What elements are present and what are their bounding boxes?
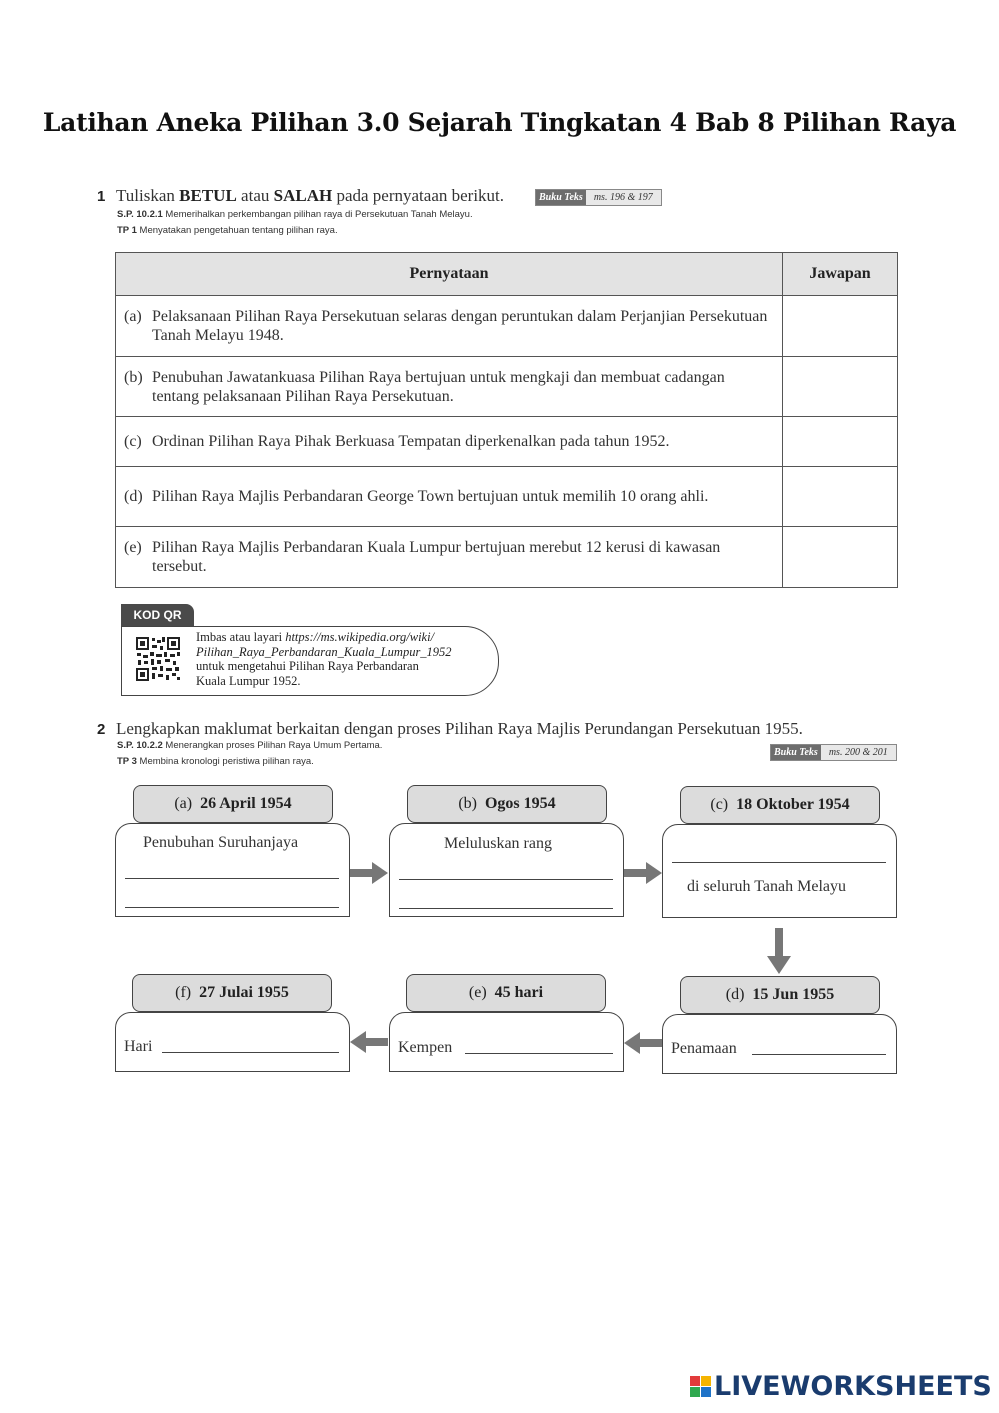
header-answer: Jawapan [783,253,898,296]
answer-line[interactable] [162,1052,339,1053]
step-text-e: Kempen [398,1039,453,1056]
answer-line[interactable] [465,1053,613,1054]
arrow-right-icon [624,862,662,884]
qr-description: Imbas atau layari https://ms.wikipedia.org/wiki/ Pilihan_Raya_Perbandaran_Kuala_Lumpur_1952 untuk mengetahui Pilihan Raya Perbandaran Kuala Lumpur 1952. [196,630,452,688]
qr-code-icon[interactable] [135,636,181,682]
row-statement: Pelaksanaan Pilihan Raya Persekutuan selaras dengan peruntukan dalam Perjanjian Persekutuan Tanah Melayu 1948. [152,308,768,344]
step-card-c [662,824,897,918]
sp-standard: S.P. 10.2.1 Memerihalkan perkembangan pilihan raya di Persekutuan Tanah Melayu. [117,209,473,220]
answer-line[interactable] [752,1054,886,1055]
step-date-a: (a) 26 April 1954 [133,785,333,823]
answer-cell[interactable] [783,527,898,588]
answer-cell[interactable] [783,467,898,527]
answer-line[interactable] [672,862,886,863]
row-statement: Penubuhan Jawatankuasa Pilihan Raya bertujuan untuk mengkaji dan membuat cadangan tentang pelaksanaan Pilihan Raya Persekutuan. [152,368,725,405]
step-text-a: Penubuhan Suruhanjaya [143,834,299,851]
arrow-down-icon [767,928,791,974]
tp-level: TP 3 Membina kronologi peristiwa pilihan raya. [117,756,314,767]
question-2-instruction: Lengkapkan maklumat berkaitan dengan proses Pilihan Raya Majlis Perundangan Persekutuan 1955. [116,719,803,738]
answer-line[interactable] [399,908,613,909]
arrow-right-icon [350,862,388,884]
row-label: (a) [124,308,142,325]
row-label: (d) [124,488,143,505]
step-date-d: (d) 15 Jun 1955 [680,976,880,1014]
table-row [116,417,898,467]
qr-link-cont[interactable]: Pilihan_Raya_Perbandaran_Kuala_Lumpur_1952 [196,644,452,659]
brand-name: LIVEWORKSHEETS [714,1371,992,1402]
step-text-d: Penamaan [671,1040,737,1057]
tp-level: TP 1 Menyatakan pengetahuan tentang pilihan raya. [117,225,338,236]
sp-standard: S.P. 10.2.2 Menerangkan proses Pilihan Raya Umum Pertama. [117,740,383,751]
answer-line[interactable] [399,879,613,880]
step-text-b: Meluluskan rang [444,835,552,852]
answer-line[interactable] [125,907,339,908]
page-title: Latihan Aneka Pilihan 3.0 Sejarah Tingkatan 4 Bab 8 Pilihan Raya [42,108,957,137]
row-statement: Pilihan Raya Majlis Perbandaran Kuala Lumpur bertujuan merebut 12 kerusi di kawasan tersebut. [152,539,721,575]
row-statement: Pilihan Raya Majlis Perbandaran George Town bertujuan untuk memilih 10 orang ahli. [152,488,709,505]
answer-cell[interactable] [783,417,898,467]
step-text-c: di seluruh Tanah Melayu [687,878,846,895]
table-row [116,467,898,527]
row-statement: Ordinan Pilihan Raya Pihak Berkuasa Tempatan diperkenalkan pada tahun 1952. [152,433,670,450]
answer-cell[interactable] [783,296,898,357]
question-number: 1 [97,188,106,205]
question-number: 2 [97,721,106,738]
step-date-b: (b) Ogos 1954 [407,785,607,823]
qr-tag: KOD QR [121,604,194,626]
row-label: (c) [124,433,142,450]
answer-line[interactable] [125,878,339,879]
qr-link[interactable]: https://ms.wikipedia.org/wiki/ [285,630,435,644]
buku-teks-badge: Buku Teks ms. 196 & 197 [535,189,662,206]
table-row [116,357,898,417]
arrow-left-icon [350,1031,388,1053]
logo-icon [690,1376,711,1397]
step-date-e: (e) 45 hari [406,974,606,1012]
statements-table [115,252,898,588]
table-row [116,296,898,357]
arrow-left-icon [624,1032,662,1054]
row-label: (b) [124,368,143,386]
table-row [116,527,898,588]
row-label: (e) [124,539,142,556]
step-date-f: (f) 27 Julai 1955 [132,974,332,1012]
answer-cell[interactable] [783,357,898,417]
step-text-f: Hari [124,1038,153,1055]
liveworksheets-logo [690,1371,992,1402]
step-date-c: (c) 18 Oktober 1954 [680,786,880,824]
buku-teks-badge: Buku Teks ms. 200 & 201 [770,744,897,761]
question-1-instruction: Tuliskan BETUL atau SALAH pada pernyataan berikut. [116,186,505,205]
header-statement: Pernyataan [116,253,783,296]
